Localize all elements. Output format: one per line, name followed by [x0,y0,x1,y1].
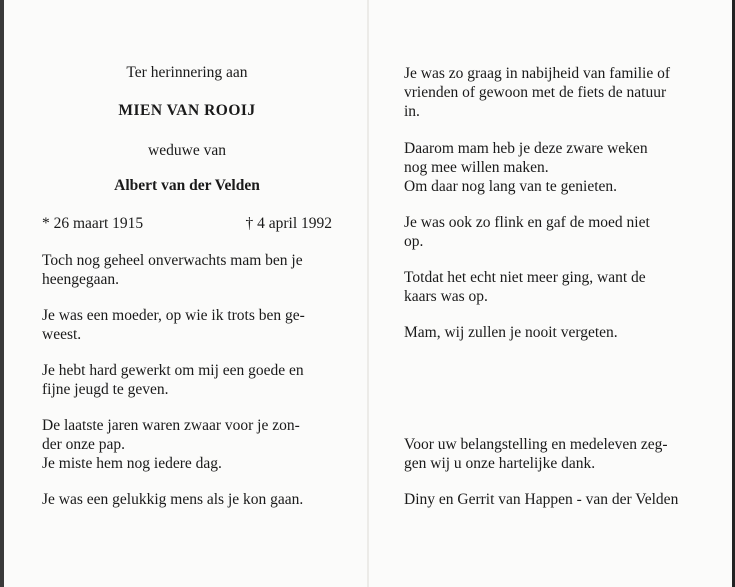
right-paragraph: Daarom mam heb je deze zware weken nog mee willen maken. Om daar nog lang van te genieten. [404,140,648,195]
right-paragraph: Mam, wij zullen je nooit vergeten. [404,324,618,341]
left-paragraph: Je was een gelukkig mens als je kon gaan. [42,491,304,508]
left-paragraph: Toch nog geheel onverwachts mam ben je heengegaan. [42,252,303,288]
card-fold-line [367,0,369,587]
right-paragraph: Je was ook zo flink en gaf de moed niet op. [404,214,650,250]
thanks-text: Voor uw belangstelling en medeleven zeg- gen wij u onze hartelijke dank. [404,436,668,472]
card-left-edge [0,0,4,587]
left-page [42,0,332,587]
widow-of-text: weduwe van [148,142,226,159]
left-paragraph: Je hebt hard gewerkt om mij een goede en fijne jeugd te geven. [42,362,304,398]
husband-name: Albert van der Velden [114,177,260,194]
birth-date: * 26 maart 1915 [42,215,144,232]
right-paragraph: Je was zo graag in nabijheid van familie of vrienden of gewoon met de fiets de natuur in. [404,65,670,120]
left-paragraph: De laatste jaren waren zwaar voor je zon- der onze pap. Je miste hem nog iedere dag. [42,417,300,472]
family-signature: Diny en Gerrit van Happen - van der Velden [404,491,679,508]
intro-text: Ter herinnering aan [126,64,248,81]
death-date: † 4 april 1992 [245,215,332,232]
deceased-name: MIEN VAN ROOIJ [118,102,256,119]
right-page [404,0,694,587]
left-paragraph: Je was een moeder, op wie ik trots ben ge- weest. [42,307,305,343]
right-paragraph: Totdat het echt niet meer ging, want de kaars was op. [404,269,646,305]
